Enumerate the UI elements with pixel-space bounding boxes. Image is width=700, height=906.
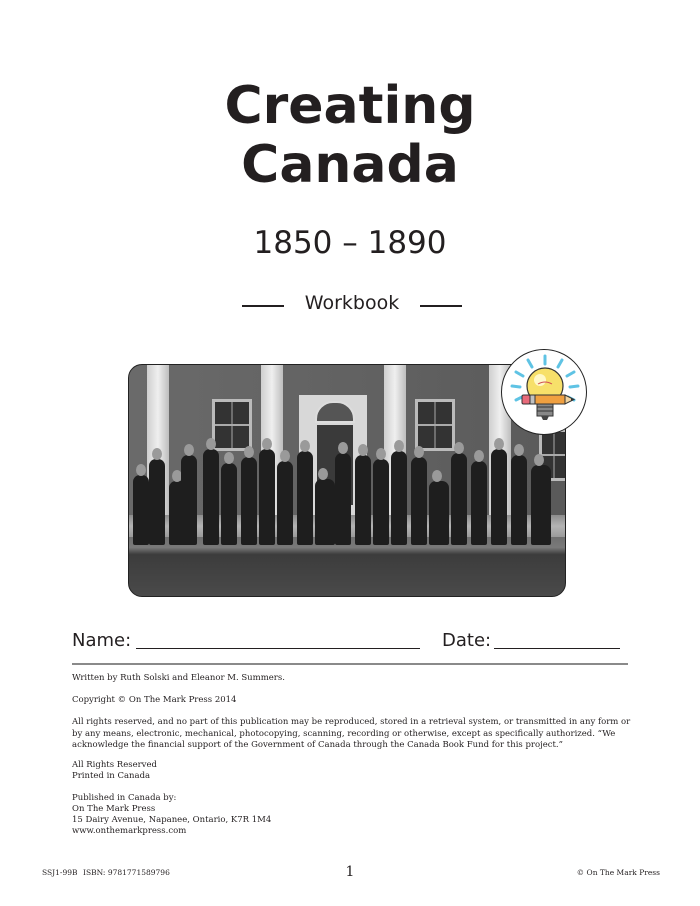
person-figure: [259, 449, 275, 545]
group-of-people: [129, 435, 565, 545]
published-by: Published in Canada by:: [72, 793, 177, 803]
person-figure: [429, 481, 449, 545]
person-figure: [203, 449, 219, 545]
person-figure: [221, 463, 237, 545]
person-figure: [391, 451, 407, 545]
date-label: Date:: [442, 630, 492, 651]
publisher-website[interactable]: www.onthemarkpress.com: [72, 826, 187, 836]
person-figure: [181, 455, 197, 545]
person-figure: [491, 449, 507, 545]
name-label: Name:: [72, 630, 132, 651]
person-figure: [531, 465, 551, 545]
publisher-address: 15 Dairy Avenue, Napanee, Ontario, K7R 1M4: [72, 815, 272, 825]
year-range: 1850 – 1890: [253, 225, 447, 261]
lightbulb-pencil-icon: [502, 350, 588, 436]
person-figure: [297, 451, 313, 545]
person-figure: [511, 455, 527, 545]
date-input-line[interactable]: [494, 648, 620, 649]
person-figure: [471, 461, 487, 545]
title-line-2: Canada: [241, 135, 459, 195]
person-figure: [451, 453, 467, 545]
person-figure: [241, 457, 257, 545]
person-figure: [411, 457, 427, 545]
footer-copyright: © On The Mark Press: [576, 868, 660, 877]
person-figure: [315, 479, 335, 545]
author-credit: Written by Ruth Solski and Eleanor M. Summers.: [72, 673, 285, 683]
isbn: ISBN: 9781771589796: [83, 868, 170, 877]
product-code: SSJ1-99B: [42, 868, 78, 877]
subtitle-rule-right: [420, 305, 462, 307]
subtitle: Workbook: [304, 292, 400, 314]
section-divider: [72, 663, 628, 665]
name-input-line[interactable]: [136, 648, 420, 649]
name-date-row: [72, 628, 628, 656]
person-figure: [277, 461, 293, 545]
person-figure: [133, 475, 149, 545]
subtitle-row: [242, 292, 462, 320]
publisher-name: On The Mark Press: [72, 804, 156, 814]
person-figure: [149, 459, 165, 545]
printed-in: Printed in Canada: [72, 771, 151, 781]
historical-group-photo: [128, 364, 566, 597]
person-figure: [373, 459, 389, 545]
rights-paragraph: All rights reserved, and no part of this publication may be reproduced, stored in a retrieval system, or transmitted in any form or by any means, electronic, mechanical, photocopying, scanning, recording or otherwise, except as specifically authorized. “We acknowledge the financial support of the Government of Canada through the Canada Book Fund for this project.”: [72, 717, 631, 750]
person-figure: [335, 453, 351, 545]
page-number: 1: [345, 864, 355, 880]
title-line-1: Creating: [224, 76, 476, 136]
person-figure: [355, 455, 371, 545]
lightbulb-badge: [501, 349, 587, 435]
all-rights-reserved: All Rights Reserved: [72, 760, 157, 770]
copyright-notice: Copyright © On The Mark Press 2014: [72, 695, 237, 705]
